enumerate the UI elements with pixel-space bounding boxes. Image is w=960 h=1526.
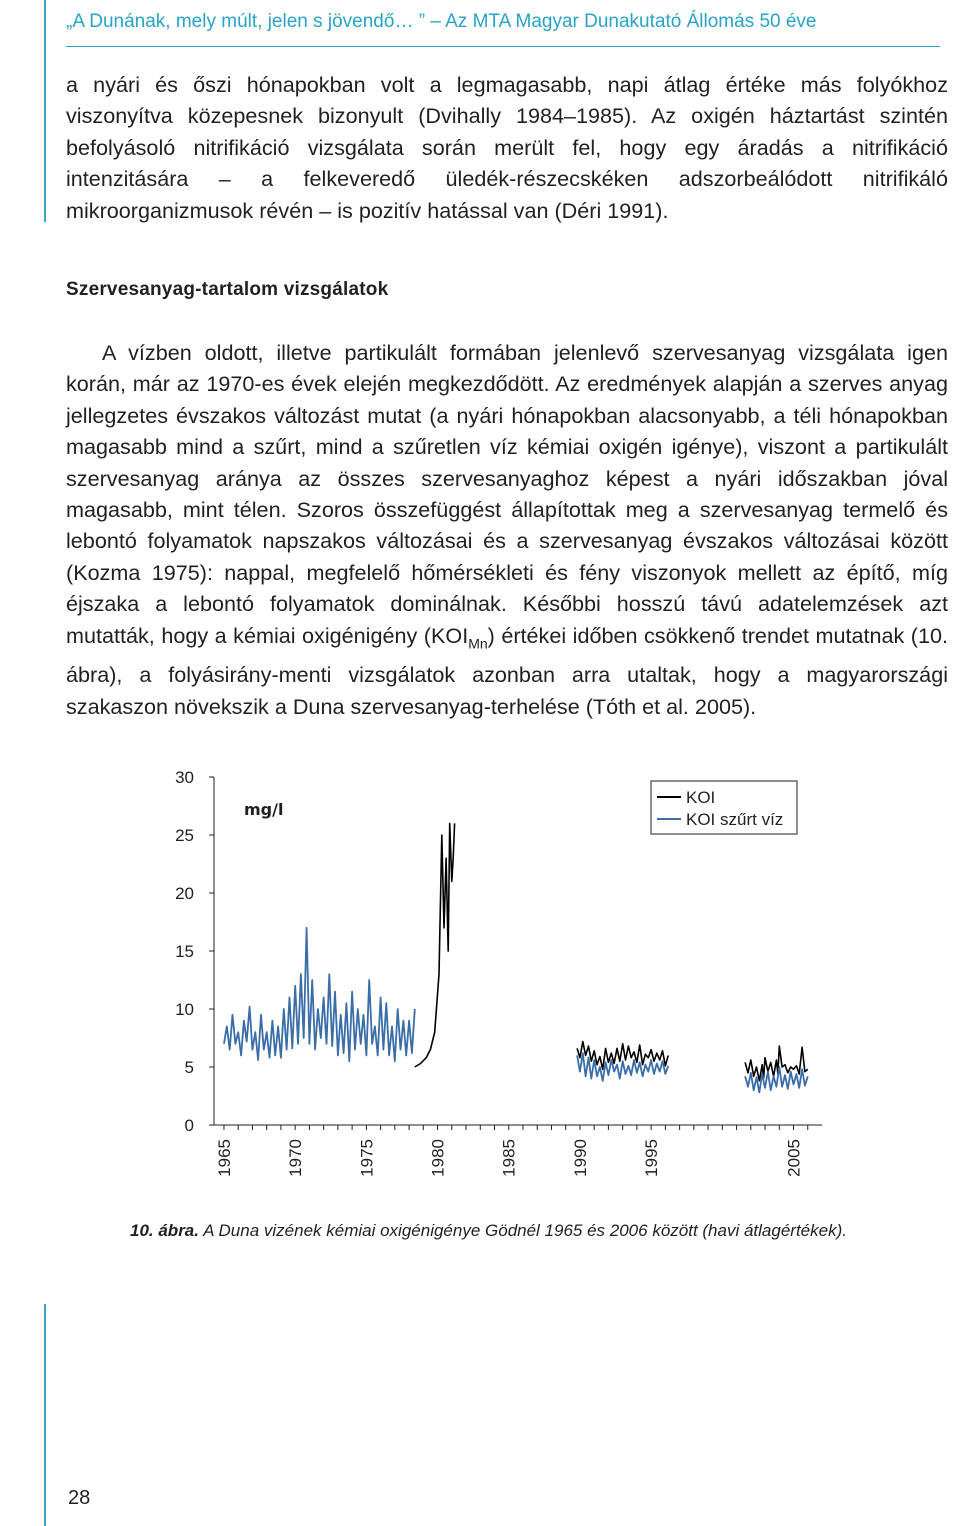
x-tick-label: 1995 [642, 1139, 662, 1177]
paragraph-1: a nyári és őszi hónapokban volt a legmagasabb, napi átlag értéke más folyókhoz viszonyítva közepesnek bizonyult (Dvihally 1984–1985). Az oxigén háztartást szintén befolyásoló nitrifikáció vizsgálata során merült fel, hogy egy áradás a nitrifikáció intenzitására – a felkeveredő üledék-részecskéken adszorbeálódott nitrifikáló mikroorganizmusok révén – is pozitív hatással van (Déri 1991). [66, 72, 948, 223]
legend-label: KOI [686, 788, 716, 807]
paragraph-2-text-a: A vízben oldott, illetve partikulált formában jelenlevő szervesanyag vizsgálata igen korán, már az 1970-es évek elején megkezdődött. Az eredmények alapján a szerves anyag jellegzetes évszakos változást mutat (a nyári hónapokban alacsonyabb, a téli hónapokban magasabb mind a szűrt, mind a szűretlen víz kémiai oxigén igénye), viszont a partikulált szervesanyag aránya az összes szervesanyaghoz képest a nyári időszakban jóval magasabb, mint télen. Szoros összefüggést állapítottak meg a szervesanyag termelő és lebontó folyamatok napszakos változásai és a szervesanyag évszakos változásai között (Kozma 1975): nappal, megfelelő hőmérsékleti és fény viszonyok mellett az építő, míg éjszaka a lebontó folyamatok dominálnak. Későbbi hosszú távú adatelemzések azt mutatták, hogy a kémiai oxigénigény (KOI [66, 340, 948, 648]
y-tick-label: 15 [175, 942, 194, 961]
chart-series [224, 823, 808, 1092]
y-tick-label: 0 [184, 1116, 194, 1135]
x-tick-label: 2005 [784, 1139, 804, 1177]
series-koi-line [745, 1046, 808, 1081]
legend-label: KOI szűrt víz [686, 810, 784, 829]
y-tick-label: 20 [175, 884, 194, 903]
unit-label: mg/l [244, 800, 284, 819]
margin-rule-bottom [44, 1304, 46, 1526]
x-tick-label: 1980 [428, 1139, 448, 1177]
series-koi-szurt-line [224, 928, 415, 1061]
paragraph-2 [66, 337, 948, 722]
x-tick-label: 1985 [499, 1139, 519, 1177]
y-tick-label: 10 [175, 1000, 194, 1019]
x-tick-label: 1970 [286, 1139, 306, 1177]
subscript-mn: Mn [468, 634, 488, 651]
caption-text: A Duna vizének kémiai oxigénigénye Gödnél 1965 és 2006 között (havi átlagértékek). [199, 1221, 847, 1240]
page-number: 28 [68, 1487, 91, 1509]
series-koi-line [415, 823, 455, 1067]
section-title: Szervesanyag-tartalom vizsgálatok [66, 279, 389, 300]
koi-chart [0, 740, 960, 1210]
y-tick-label: 30 [175, 768, 194, 787]
chart-legend [651, 781, 797, 834]
x-tick-label: 1990 [570, 1139, 590, 1177]
x-tick-label: 1975 [357, 1139, 377, 1177]
x-tick-label: 1965 [214, 1139, 234, 1177]
figure-caption [130, 1221, 930, 1241]
margin-rule-top [44, 0, 46, 222]
y-tick-label: 5 [184, 1058, 194, 1077]
paragraph-2-text-b: ) értékei időben csökkenő trendet mutatnak (10. ábra), a folyásirány-menti vizsgálatok azonban arra utaltak, hogy a magyarországi szakaszon növekszik a Duna szervesanyag-terhelése (Tóth et al. 2005). [66, 622, 949, 719]
y-tick-label: 25 [175, 826, 194, 845]
running-header: „A Dunának, mely múlt, jelen s jövendő… ” – Az MTA Magyar Dunakutató Állomás 50 éve [66, 11, 817, 32]
header-divider [66, 46, 940, 47]
caption-label: 10. ábra. [130, 1221, 199, 1240]
